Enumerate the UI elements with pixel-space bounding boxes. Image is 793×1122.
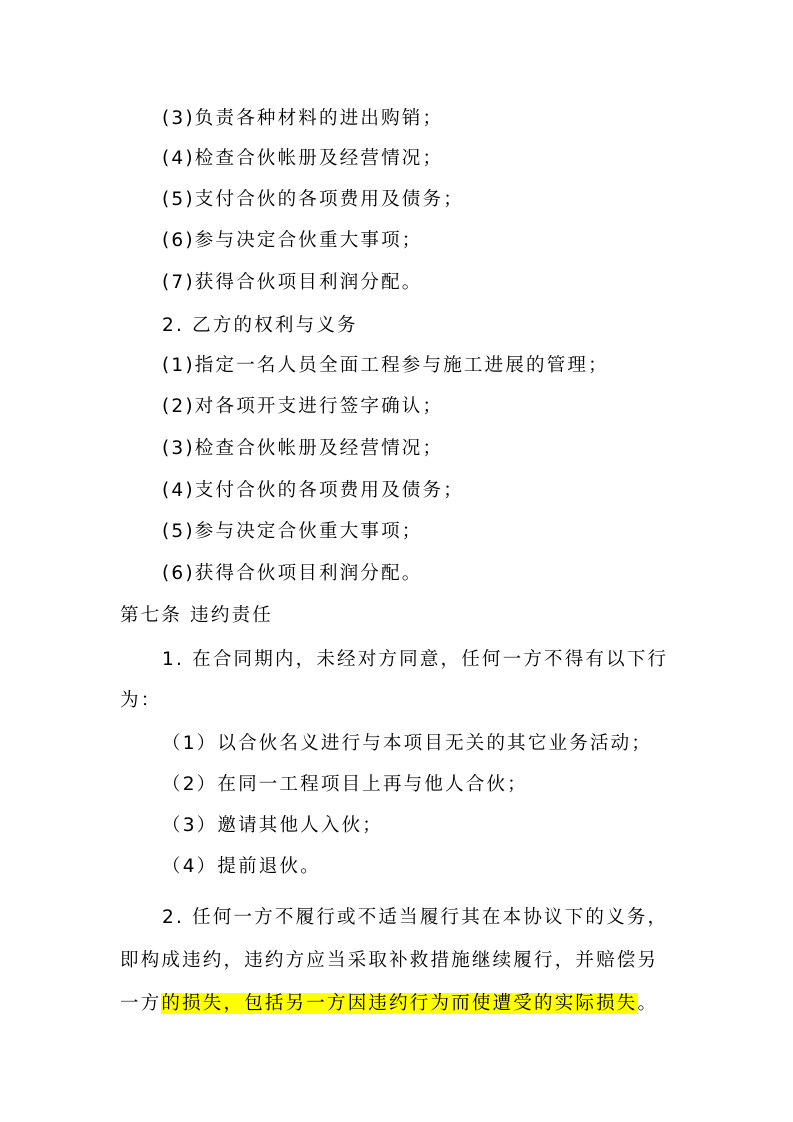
- party-b-item-6: (6)获得合伙项目利润分配。: [162, 563, 423, 584]
- highlighted-text: 的损失，包括另一方因违约行为而使遭受的实际损失: [161, 993, 638, 1014]
- party-b-item-3: (3)检查合伙帐册及经营情况；: [162, 438, 444, 459]
- party-a-item-3: (3)负责各种材料的进出购销；: [162, 108, 444, 129]
- party-b-item-1: (1)指定一名人员全面工程参与施工进展的管理；: [162, 355, 609, 376]
- clause-2-line-1: 2. 任何一方不履行或不适当履行其在本协议下的义务，: [162, 907, 669, 928]
- article-7-title: 第七条 违约责任: [120, 605, 273, 626]
- prohibited-act-2: （2）在同一工程项目上再与他人合伙；: [162, 774, 528, 795]
- clause-2-line-3-end: 。: [637, 993, 659, 1014]
- clause-1-line-1: 1. 在合同期内，未经对方同意，任何一方不得有以下行: [162, 649, 669, 670]
- party-b-heading: 2. 乙方的权利与义务: [162, 315, 358, 336]
- party-b-item-4: (4)支付合伙的各项费用及债务；: [162, 480, 464, 501]
- clause-1-line-2: 为：: [120, 690, 162, 711]
- prohibited-act-4: （4）提前退伙。: [162, 856, 321, 877]
- clause-2-line-3: [120, 992, 658, 1016]
- party-a-item-4: (4)检查合伙帐册及经营情况；: [162, 148, 444, 169]
- party-a-item-6: (6)参与决定合伙重大事项；: [162, 230, 423, 251]
- clause-2-line-2: 即构成违约，违约方应当采取补救措施继续履行，并赔偿另: [120, 950, 659, 971]
- party-b-item-2: (2)对各项开支进行签字确认；: [162, 396, 444, 417]
- party-a-item-5: (5)支付合伙的各项费用及债务；: [162, 189, 464, 210]
- prohibited-act-3: （3）邀请其他人入伙；: [162, 815, 383, 836]
- party-a-item-7: (7)获得合伙项目利润分配。: [162, 272, 423, 293]
- party-b-item-5: (5)参与决定合伙重大事项；: [162, 521, 423, 542]
- clause-2-line-3-plain: 一方: [120, 993, 162, 1014]
- prohibited-act-1: （1）以合伙名义进行与本项目无关的其它业务活动；: [162, 733, 653, 754]
